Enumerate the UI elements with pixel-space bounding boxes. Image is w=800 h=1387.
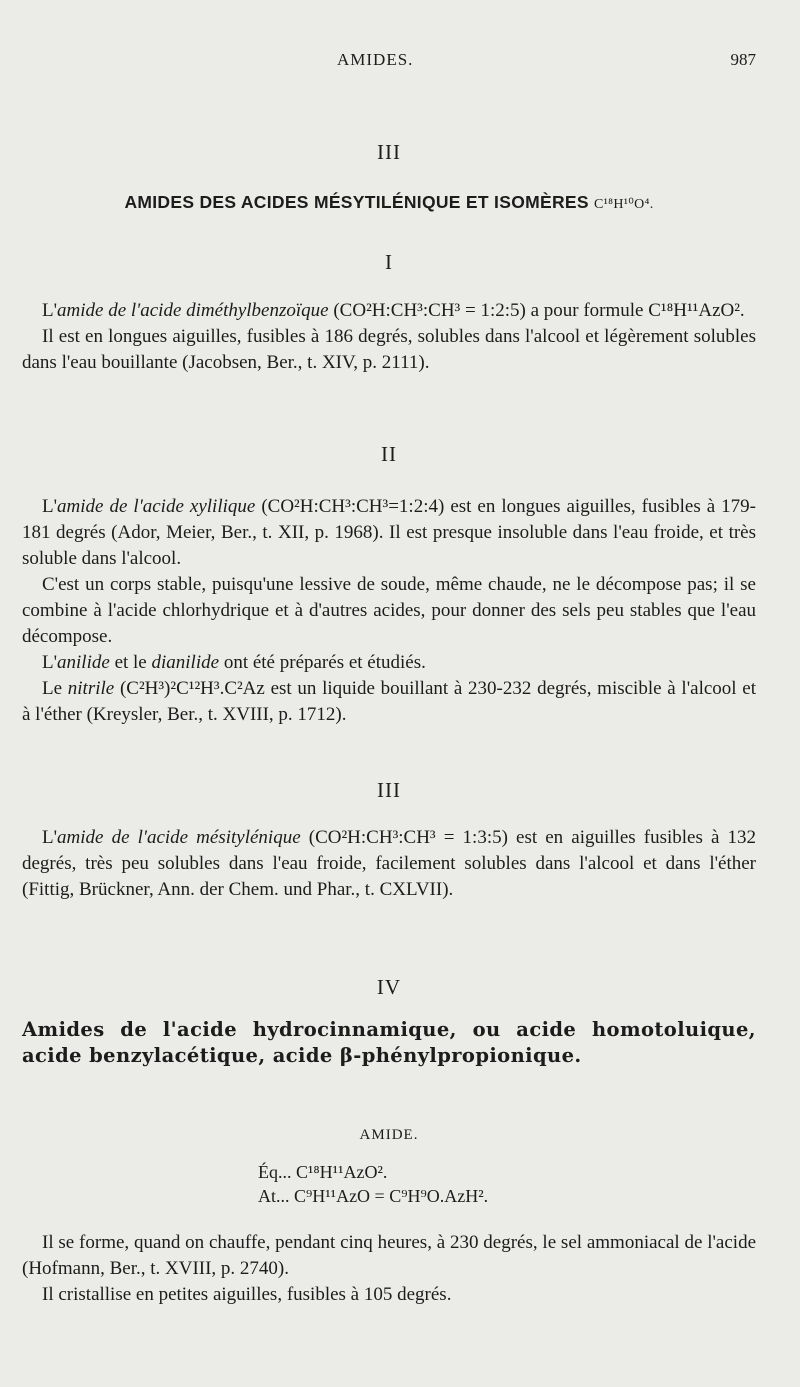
text: (CO²H:CH³:CH³ = 1:3:5) est en aiguilles fusibles à 132 degrés, très peu solubles dans l'eau froide, facilement solubles dans l'alcool et dans l'éther (Fittig, Brückner, Ann. der Chem. und Phar., t. CXLVII). [22,827,756,900]
paragraph [22,650,756,676]
page-number: 987 [730,50,756,69]
paragraph [22,825,756,903]
italic-term: nitrile [67,678,115,699]
subsection-4-body [22,1230,756,1308]
section-heading [22,192,756,213]
text: (C²H³)²C¹²H³.C²Az est un liquide bouillant à 230-232 degrés, miscible à l'alcool et à l'éther (Kreysler, Ber., t. XVIII, p. 1712). [22,678,756,725]
subsection-2 [22,494,756,728]
paragraph: Il se forme, quand on chauffe, pendant cinq heures, à 230 degrés, le sel ammoniacal de l'acide (Hofmann, Ber., t. XVIII, p. 2740). [22,1232,756,1279]
italic-term: amide de l'acide diméthylbenzoïque [57,300,329,321]
section-heading-text: AMIDES DES ACIDES MÉSYTILÉNIQUE ET ISOMÈRES [124,192,589,212]
subsection-3 [22,825,756,903]
text: (CO²H:CH³:CH³=1:2:4) est en longues aiguilles, fusibles à 179-181 degrés (Ador, Meier, Ber., t. XII, p. 1968). Il est presque insoluble dans l'eau froide, et très soluble dans l'alcool. [22,496,756,569]
subsection-1-number: I [385,250,393,274]
paragraph: Il est en longues aiguilles, fusibles à 186 degrés, solubles dans l'alcool et légèrement solubles dans l'eau bouillante (Jacobsen, Ber., t. XIV, p. 2111). [22,326,756,373]
italic-term: amide de l'acide xylilique [57,496,256,517]
italic-term: anilide [57,652,110,673]
section-heading-formula: C¹⁸H¹⁰O⁴. [594,197,654,212]
subsection-1 [22,298,756,376]
subsection-4-number: IV [376,975,402,999]
text: Le [42,678,68,699]
italic-term: amide de l'acide mésitylénique [57,827,301,848]
section-number: III [377,140,401,164]
paragraph: Il cristallise en petites aiguilles, fusibles à 105 degrés. [42,1284,452,1305]
running-title: AMIDES. [337,50,414,69]
paragraph [22,494,756,572]
text: (CO²H:CH³:CH³ = 1:2:5) a pour formule C¹⁸H¹¹AzO². [328,300,745,321]
atomic-formula: At... C⁹H¹¹AzO = C⁹H⁹O.AzH². [258,1186,489,1206]
paragraph [22,298,756,324]
text: et le [109,652,152,673]
equivalent-formula: Éq... C¹⁸H¹¹AzO². [258,1162,388,1182]
text: L' [42,496,58,517]
subsection-4-heading: Amides de l'acide hydrocinnamique, ou acide homotoluique, acide benzylacétique, acide β-phénylpropionique. [22,1018,756,1067]
paragraph [22,676,756,728]
text: ont été préparés et étudiés. [219,652,426,673]
running-header [22,50,756,72]
paragraph: C'est un corps stable, puisqu'une lessive de soude, même chaude, ne le décompose pas; il se combine à l'acide chlorhydrique et à d'autres acides, pour donner des sels peu stables que l'eau décompose. [22,574,756,647]
italic-term: dianilide [151,652,220,673]
text: L' [42,652,58,673]
subsection-2-number: II [381,442,397,466]
subsection-3-number: III [377,778,401,802]
amide-subheading: AMIDE. [359,1127,419,1143]
text: L' [42,827,58,848]
text: L' [42,300,58,321]
